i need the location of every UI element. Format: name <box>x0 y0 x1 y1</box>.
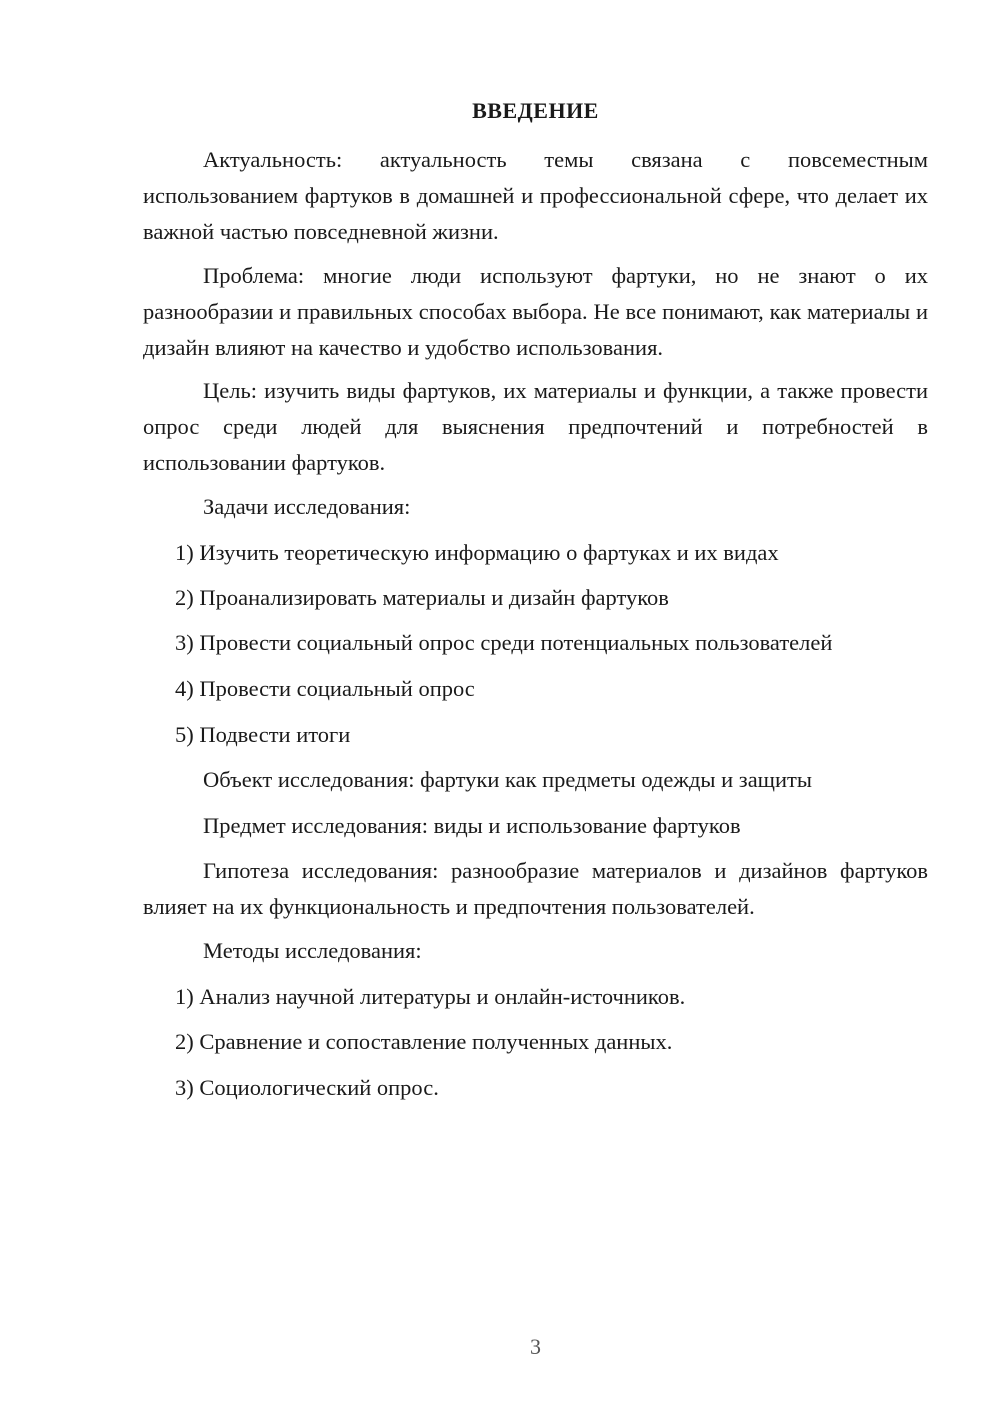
task-item: 3) Провести социальный опрос среди потенциальных пользователей <box>175 630 833 655</box>
object-paragraph: Объект исследования: фартуки как предметы одежды и защиты <box>203 767 812 792</box>
task-item: 5) Подвести итоги <box>175 722 351 747</box>
method-item: 2) Сравнение и сопоставление полученных данных. <box>175 1029 673 1054</box>
methods-heading: Методы исследования: <box>203 938 422 963</box>
relevance-paragraph: Актуальность: актуальность темы связана с повсеместным использованием фартуков в домашней и профессиональной сфере, что делает их важной частью повседневной жизни. <box>143 147 928 244</box>
page-title: ВВЕДЕНИЕ <box>472 98 599 123</box>
task-item: 1) Изучить теоретическую информацию о фартуках и их видах <box>175 540 779 565</box>
task-item: 2) Проанализировать материалы и дизайн фартуков <box>175 585 669 610</box>
method-item: 1) Анализ научной литературы и онлайн-источников. <box>175 984 686 1009</box>
hypothesis-paragraph: Гипотеза исследования: разнообразие материалов и дизайнов фартуков влияет на их функциональность и предпочтения пользователей. <box>143 858 928 919</box>
page-number: 3 <box>530 1334 541 1359</box>
goal-paragraph: Цель: изучить виды фартуков, их материалы и функции, а также провести опрос среди людей для выяснения предпочтений и потребностей в использовании фартуков. <box>143 378 928 475</box>
tasks-heading: Задачи исследования: <box>203 494 411 519</box>
subject-paragraph: Предмет исследования: виды и использование фартуков <box>203 813 741 838</box>
task-item: 4) Провести социальный опрос <box>175 676 475 701</box>
method-item: 3) Социологический опрос. <box>175 1075 439 1100</box>
problem-paragraph: Проблема: многие люди используют фартуки, но не знают о их разнообразии и правильных способах выбора. Не все понимают, как материалы и дизайн влияют на качество и удобство использования. <box>143 263 928 360</box>
